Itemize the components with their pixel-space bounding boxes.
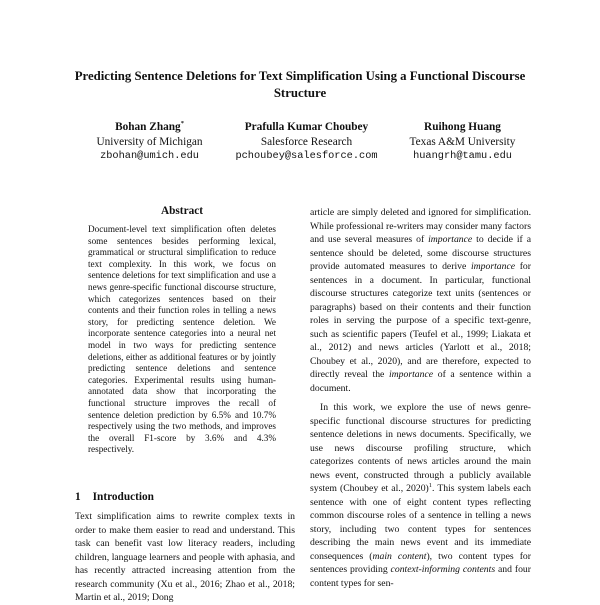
intro-left-column: [75, 510, 295, 605]
text-run: for sentences in a document. In particular, functional discourse structures categorize text units (sentences or paragraphs) based on their contents and their function roles in serving the purpose of a specific text-genre, such as scientific papers (Teufel et al., 1999; Liakata et al., 2012) and news articles (Yarlott et al., 2018; Choubey et al., 2020), and are therefore, expected to directly reveal the: [310, 261, 531, 380]
text-run: . This system labels each sentence with one of eight content types reflecting common discourse roles of a sentence in telling a news story, including two content types for sentences describing the main news event and its immediate consequences (: [310, 483, 531, 562]
abstract-body: [88, 224, 276, 456]
paper-title: Predicting Sentence Deletions for Text Simplification Using a Functional Discourse Structure: [74, 69, 526, 100]
author-affiliation: University of Michigan: [96, 135, 203, 148]
author-1: [82, 120, 217, 164]
intro-paragraph: Text simplification aims to rewrite complex texts in order to make them easier to read and understand. This task can benefit vast low literacy readers, including children, language learners and people with aphasia, and has recently attracted increasing attention from the research community (Xu et al., 2016; Zhao et al., 2018; Martin et al., 2019; Dong: [75, 511, 295, 603]
abstract-heading: Abstract: [160, 205, 204, 217]
text-run: article are simply deleted and ignored for simplification. While professional re-writers may consider many factors and use several measures of: [310, 207, 531, 245]
section-title: Introduction: [92, 491, 154, 503]
right-column: [310, 206, 531, 590]
author-3: [395, 120, 530, 164]
emphasized-term: main content: [372, 550, 427, 562]
footnote-marker: 1: [428, 481, 433, 489]
emphasized-term: importance: [470, 261, 516, 272]
text-run: ), two content types for sentences providing: [310, 550, 531, 575]
abstract-text: Document-level text simplification often deletes some sentences besides performing lexical, grammatical or structural simplification to reduce text complexity. In this work, we focus on sentence deletions for text simplification and use a news genre-specific functional discourse structure, which categorizes sentences based on their contents and their function roles in telling a news story, for predicting sentence deletion. We incorporate sentence categories into a neural net model in two ways for predicting sentence deletions, either as additional features or by jointly predicting sentence deletions and sentence categories. Experimental results using human-annotated data show that incorporating the functional structure improves the recall of sentence deletion prediction by 6.5% and 10.7% respectively using the two methods, and improves the overall F1-score by 3.6% and 4.3% respectively.: [88, 224, 276, 455]
text-run: to decide if a sentence should be deleted, some discourse structures provide automated measures to derive: [310, 234, 531, 272]
author-name: Ruihong Huang: [424, 121, 501, 133]
text-run: In this work, we explore the use of news genre-specific functional discourse structures for predicting sentence deletions in news documents. Specifically, we use news discourse profiling structure, which categorizes contents of news articles around the main news event, constructed through a publicly available system (Choubey et al., 2020): [310, 402, 531, 494]
body-paragraph-2: [310, 401, 531, 590]
author-name: Prafulla Kumar Choubey: [244, 121, 369, 133]
author-email: zbohan@umich.edu: [100, 150, 199, 162]
author-2: [224, 120, 389, 164]
text-run: of a sentence within a document.: [310, 369, 531, 394]
section-number: 1: [75, 491, 81, 503]
author-block: [80, 120, 540, 170]
author-name: Bohan Zhang: [115, 121, 181, 133]
body-paragraph-1: [310, 206, 531, 395]
section-heading: [75, 491, 154, 503]
text-run: and four content types for sen-: [310, 564, 531, 589]
author-email: huangrh@tamu.edu: [413, 150, 512, 162]
author-affiliation: Salesforce Research: [260, 135, 353, 148]
emphasized-term: importance: [388, 369, 434, 380]
author-footnote-mark: *: [180, 120, 184, 128]
emphasized-term: context-informing contents: [390, 564, 496, 575]
author-email: pchoubey@salesforce.com: [235, 150, 378, 162]
author-affiliation: Texas A&M University: [409, 135, 516, 148]
emphasized-term: importance: [428, 234, 473, 245]
